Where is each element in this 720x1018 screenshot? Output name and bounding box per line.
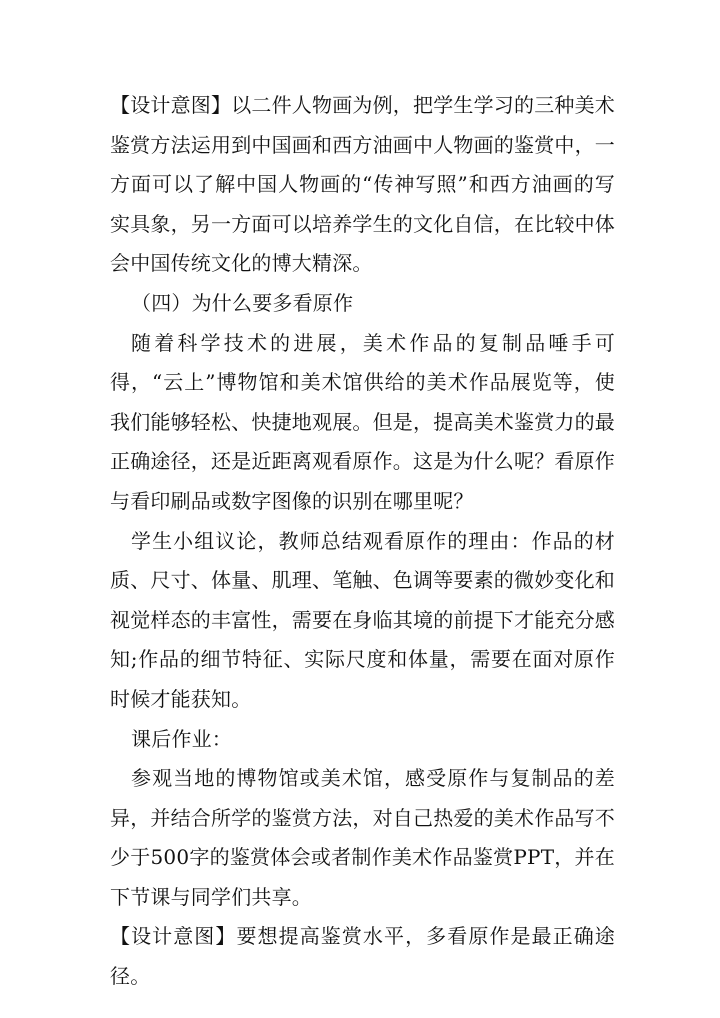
- homework-paragraph: 参观当地的博物馆或美术馆，感受原作与复制品的差异，并结合所学的鉴赏方法，对自己热爱的美术作品写不少于500字的鉴赏体会或者制作美术作品鉴赏PPT，并在下节课与同学们共享。: [110, 766, 615, 909]
- body-paragraph: 学生小组议论，教师总结观看原作的理由：作品的材质、尺寸、体量、肌理、笔触、色调等要素的微妙变化和视觉样态的丰富性，需要在身临其境的前提下才能充分感知;作品的细节特征、实际尺度和体量，需要在面对原作时候才能获知。: [110, 528, 615, 711]
- section-heading: （四）为什么要多看原作: [131, 290, 354, 315]
- homework-heading: 课后作业：: [131, 726, 232, 751]
- design-intent-paragraph: 【设计意图】要想提高鉴赏水平，多看原作是最正确途径。: [110, 924, 615, 989]
- body-paragraph: 随着科学技术的进展，美术作品的复制品唾手可得，“云上”博物馆和美术馆供给的美术作品展览等，使我们能够轻松、快捷地观展。但是，提高美术鉴赏力的最正确途径，还是近距离观看原作。这是为什么呢？看原作与看印刷品或数字图像的识别在哪里呢？: [110, 330, 615, 513]
- design-intent-paragraph: 【设计意图】以二件人物画为例，把学生学习的三种美术鉴赏方法运用到中国画和西方油画中人物画的鉴赏中，一方面可以了解中国人物画的“传神写照”和西方油画的写实具象，另一方面可以培养学生的文化自信，在比较中体会中国传统文化的博大精深。: [110, 93, 615, 276]
- document-page: [110, 86, 615, 997]
